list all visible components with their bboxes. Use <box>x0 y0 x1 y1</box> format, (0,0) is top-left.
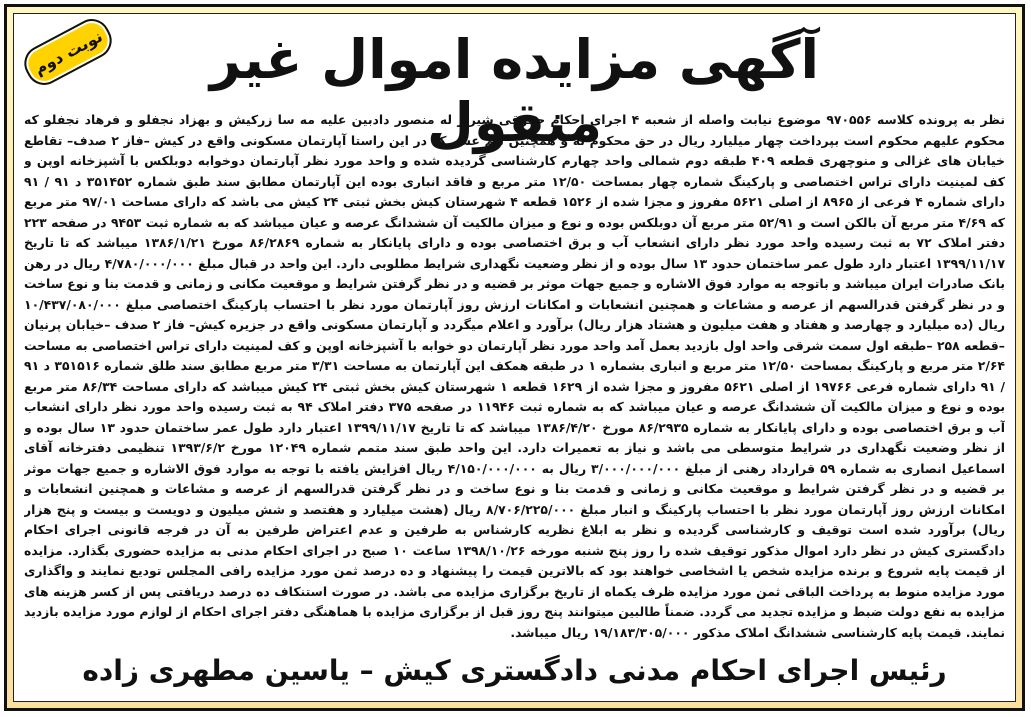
notice-frame <box>4 4 1025 711</box>
notice-text: نظر به پرونده کلاسه ۹۷۰۵۵۶ موضوع نیابت واصله از شعبه ۴ اجرای احکام حقوقی شیراز له منصور دادبین علیه مه سا زرکیش و بهزاد نجفلو و فرهاد نجفلو که محکوم علیهم محکوم است بپرداخت چهار میلیارد ریال در حق محکوم له و همچنین نیم عشر که در این راستا آپارتمان مسکونی واقع در کیش –فاز ۲ صدف– تقاطع خیابان های غزالی و منوچهری قطعه ۴۰۹ طبقه دوم شمالی واحد چهارم کارشناسی گردیده شده و واحد مورد نظر آپارتمان دوخوابه دوبلکس با آشپزخانه اوپن و کف لمینیت دارای تراس اختصاصی و پارکینگ شماره چهار بمساحت ۱۲/۵۰ متر مربع و فاقد انباری بوده این آپارتمان مطابق سند طبق شماره ۳۵۱۴۵۲ د ۹۱ / ۹۱ دارای شماره ۴ فرعی از ۸۹۶۵ از اصلی ۵۶۲۱ مفروز و مجزا شده از ۱۵۲۶ قطعه ۴ شهرستان کیش بخش ثبتی ۲۴ کیش می باشد که دارای مساحت ۹۷/۰۱ متر مربع که ۴/۶۹ متر مربع آن بالکن است و ۵۲/۹۱ متر مربع آن دوبلکس بوده و نوع و میزان مالکیت آن ششدانگ عرصه و عیان میباشد که به شماره ثبت ۹۴۵۳ در صفحه ۲۲۳ دفتر املاک ۷۲ به ثبت رسیده واحد مورد نظر دارای انشعاب آب و برق اختصاصی بوده و دارای پایانکار به شماره ۸۶/۲۸۶۹ مورخ ۱۳۸۶/۱/۲۱ میباشد که تا تاریخ ۱۳۹۹/۱۱/۱۷ اعتبار دارد طول عمر ساختمان حدود ۱۳ سال بوده و از نظر وضعیت نگهداری شرایط مطلوبی دارد. این واحد در قبال مبلغ ۴/۷۸۰/۰۰۰/۰۰۰ ریال در رهن بانک صادرات ایران میباشد و باتوجه به موارد فوق الاشاره و جمیع جهات موثر بر قضیه و در نظر گرفتن شرایط و موقعیت مکانی و زمانی و قدمت بنا و نوع ساخت و در نظر گرفتن قدرالسهم از عرصه و مشاعات و همچنین انشعابات و امکانات ارزش روز آپارتمان مورد نظر با احتساب پارکینگ اختصاصی مبلغ ۱۰/۴۳۷/۰۸۰/۰۰۰ ریال (ده میلیارد و چهارصد و هفتاد و هفت میلیون و هشتاد هزار ریال) برآورد و اعلام میگردد و آپارتمان مسکونی واقع در جزیره کیش– فاز ۲ صدف –خیابان پرنیان –قطعه ۲۵۸ –طبقه اول سمت شرقی واحد اول بازدید بعمل آمد واحد مورد نظر آپارتمان دو خوابه با آشپزخانه اوپن و کف لمینیت دارای تراس اختصاصی به مساحت ۲/۶۴ متر مربع و پارکینگ بمساحت ۱۲/۵۰ متر مربع و انباری بشماره ۱ در طبقه همکف این آپارتمان به مساحت ۳/۳۱ متر مربع مطابق سند طلق شماره ۳۵۱۵۱۶ د ۹۱ / ۹۱ دارای شماره فرعی ۱۹۷۶۶ از اصلی ۵۶۲۱ مفروز و مجزا شده از ۱۶۲۹ قطعه ۱ شهرستان کیش بخش ثبتی ۲۴ کیش میباشد که دارای مساحت ۸۶/۳۴ متر مربع بوده و نوع و میزان مالکیت آن ششدانگ عرصه و عیان میباشد که به شماره ثبت ۱۱۹۴۶ در صفحه ۳۷۵ دفتر املاک ۹۴ به ثبت رسیده واحد مورد نظر دارای انشعاب آب و برق اختصاصی بوده و دارای پایانکار به شماره ۸۶/۲۹۳۵ مورخ ۱۳۸۶/۴/۲۰ میباشد که تا تاریخ ۱۳۹۹/۱۱/۱۷ اعتبار دارد طول عمر ساختمان حدود ۱۳ سال بوده و از نظر وضعیت نگهداری در شرایط متوسطی می باشد و نیاز به تعمیرات دارد. این واحد طبق سند متمم شماره ۱۲۰۴۹ مورخ ۱۳۹۳/۶/۲ تنظیمی دفترخانه آقای اسماعیل انصاری به شماره ۵۹ قرارداد رهنی از مبلغ ۳/۰۰۰/۰۰۰/۰۰۰ ریال به ۴/۱۵۰/۰۰۰/۰۰۰ ریال افزایش یافته با توجه به موارد فوق الاشاره و جمیع جهات موثر بر قضیه و در نظر گرفتن شرایط و موقعیت مکانی و زمانی و قدمت بنا و نوع ساخت و در نظر گرفتن قدرالسهم از عرصه و مشاعات و همچنین انشعابات و امکانات ارزش روز آپارتمان مورد نظر با احتساب پارکینگ و انبار مبلغ ۸/۷۰۶/۲۲۵/۰۰۰ ریال (هشت میلیارد و هفتصد و شش میلیون و دویست و بیست و پنج هزار ریال) برآورد شده است توقیف و کارشناسی گردیده و نظر به ابلاغ نظریه کارشناس به طرفین و عدم اعتراض طرفین به آن در فرجه قانونی اجرای احکام دادگستری کیش در نظر دارد اموال مذکور توقیف شده را روز پنج شنبه مورخه ۱۳۹۸/۱۰/۲۶ ساعت ۱۰ صبح در اجرای احکام مدنی به مزایده حضوری بگذارد. مزایده از قیمت پایه شروع و برنده مزایده شخص یا اشخاصی خواهند بود که بالاترین قیمت را پیشنهاد و ده درصد ثمن مورد مزایده رافی المجلس تودیع نمایند و واگذاری مورد مزایده منوط به پرداخت الباقی ثمن مورد مزایده ظرف یکماه از تاریخ برگزاری مزایده می باشد. در صورت استنکاف ده درصد دریافتی پس از کسر هزینه های مزایده به نفع دولت ضبط و مزایده تجدید می گردد. ضمناً طالبین میتوانند پنج روز قبل از برگزاری مزایده با هماهنگی دفتر اجرای احکام از لوازم مورد مزایده بازدید نمایند. قیمت پایه کارشناسی ششدانگ املاک مذکور ۱۹/۱۸۳/۳۰۵/۰۰۰ ریال میباشد. <box>24 112 1005 640</box>
notice-title: آگهی مزایده اموال غیر منقول <box>209 28 820 154</box>
signature-line: رئیس اجرای احکام مدنی دادگستری کیش – یاسین مطهری زاده <box>82 654 947 687</box>
second-publication-badge: نوبت دوم <box>18 13 118 91</box>
notice-body <box>13 13 1016 702</box>
